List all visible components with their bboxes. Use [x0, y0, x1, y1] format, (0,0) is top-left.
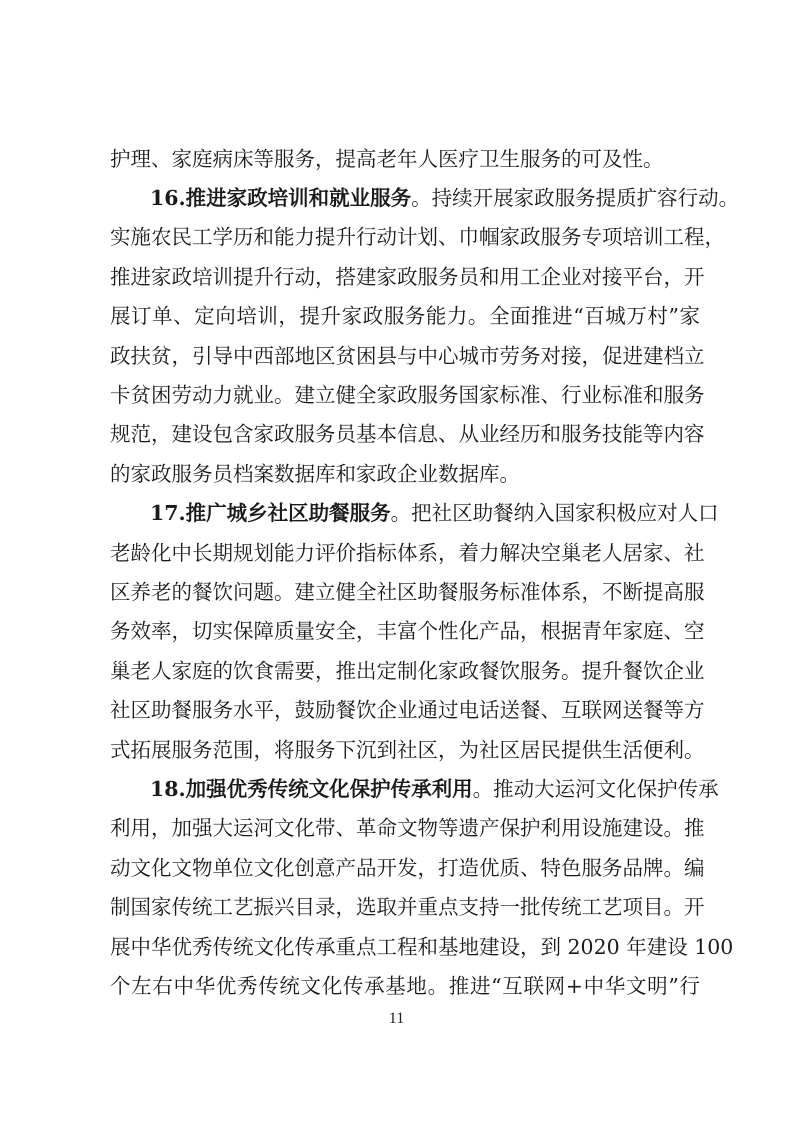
body-text: 。把社区助餐纳入国家积极应对人口 — [390, 501, 719, 525]
body-text-line: 展中华优秀传统文化传承重点工程和基地建设，到 2020 年建设 100 — [110, 935, 734, 959]
page-number: 11 — [388, 1010, 405, 1027]
body-text-line: 规范，建设包含家政服务员基本信息、从业经历和服务技能等内容 — [110, 422, 705, 446]
body-text-line: 务效率，切实保障质量安全，丰富个性化产品，根据青年家庭、空 — [110, 619, 705, 643]
section-heading: 16.推进家政培训和就业服务 — [150, 186, 412, 210]
body-text-line: 卡贫困劳动力就业。建立健全家政服务国家标准、行业标准和服务 — [110, 383, 705, 407]
body-text: 。持续开展家政服务提质扩容行动。 — [411, 186, 740, 210]
body-text-line: 展订单、定向培训，提升家政服务能力。全面推进“百城万村”家 — [110, 304, 700, 328]
body-text-line: 个左右中华优秀传统文化传承基地。推进“互联网+中华文明”行 — [110, 974, 700, 998]
section-17-first-line — [150, 493, 719, 533]
body-text-line: 式拓展服务范围，将服务下沉到社区，为社区居民提供生活便利。 — [110, 738, 705, 762]
body-text-line: 动文化文物单位文化创意产品开发，打造优质、特色服务品牌。编 — [110, 856, 705, 880]
body-text-line: 巢老人家庭的饮食需要，推出定制化家政餐饮服务。提升餐饮企业 — [110, 659, 705, 683]
body-text-line: 推进家政培训提升行动，搭建家政服务员和用工企业对接平台，开 — [110, 265, 705, 289]
body-text-line: 区养老的餐饮问题。建立健全社区助餐服务标准体系，不断提高服 — [110, 580, 705, 604]
body-text-line: 制国家传统工艺振兴目录，选取并重点支持一批传统工艺项目。开 — [110, 895, 705, 919]
section-18-first-line — [150, 769, 719, 809]
body-text-line: 实施农民工学历和能力提升行动计划、巾帼家政服务专项培训工程， — [110, 225, 725, 249]
body-text-line: 利用，加强大运河文化带、革命文物等遗产保护利用设施建设。推 — [110, 816, 705, 840]
body-text-line: 的家政服务员档案数据库和家政企业数据库。 — [110, 462, 520, 486]
body-text-line: 护理、家庭病床等服务，提高老年人医疗卫生服务的可及性。 — [110, 147, 664, 171]
body-text-line: 社区助餐服务水平，鼓励餐饮企业通过电话送餐、互联网送餐等方 — [110, 698, 705, 722]
body-text-line: 政扶贫，引导中西部地区贫困县与中心城市劳务对接，促进建档立 — [110, 344, 705, 368]
section-16-first-line — [150, 178, 740, 218]
body-text: 。推动大运河文化保护传承 — [472, 777, 719, 801]
section-heading: 17.推广城乡社区助餐服务 — [150, 501, 391, 525]
section-heading: 18.加强优秀传统文化保护传承利用 — [150, 777, 473, 801]
body-text-line: 老龄化中长期规划能力评价指标体系，着力解决空巢老人居家、社 — [110, 541, 705, 565]
